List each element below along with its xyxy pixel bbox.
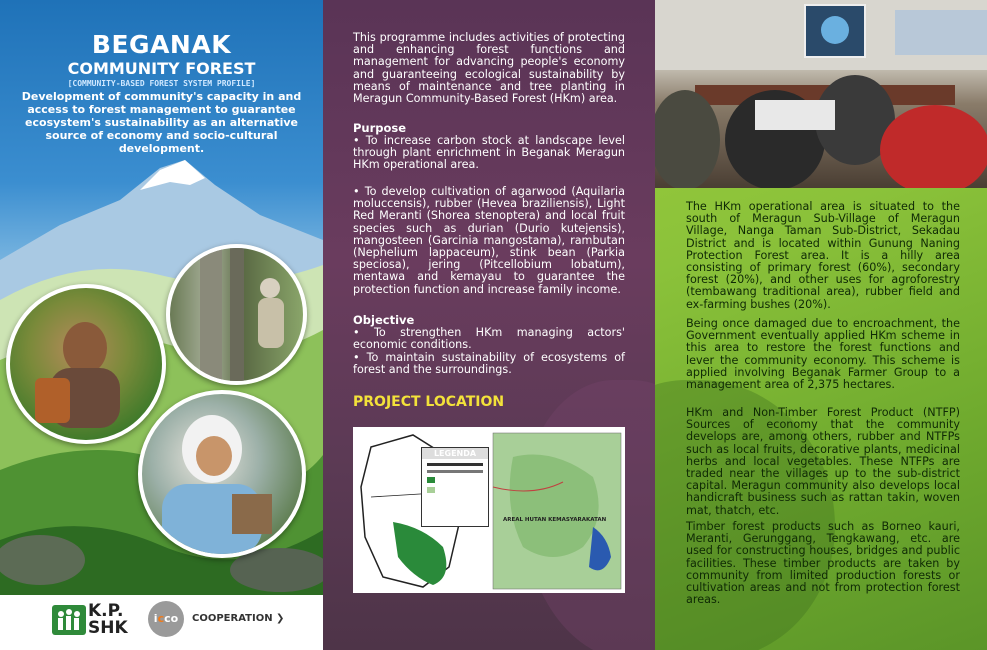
programme-panel <box>323 0 655 650</box>
location-map-graphic <box>353 427 625 593</box>
kpshk-logo <box>88 603 128 637</box>
project-location-heading: PROJECT LOCATION <box>353 394 505 410</box>
legend-line-road <box>427 463 483 466</box>
purpose-item-2: • To develop cultivation of agarwood (Aquilaria moluccensis), rubber (Hevea braziliensis), Light Red Meranti (Shorea stenoptera) and local fruit species such as durian (Durio kutejensis), mangosteen (Garcinia mangostama), rambutan (Nephelium lappaceum), stink bean (Parkia speciosa), jering (Pitcellobium lobatum), mentawa and kemayau to guarantee the protection function and increase family income. <box>353 185 625 296</box>
cover-panel <box>0 0 323 650</box>
purpose-heading: Purpose <box>353 121 407 135</box>
map-area-label: AREAL HUTAN KEMASYARAKATAN <box>503 517 607 523</box>
cover-tagline: Development of community's capacity in and access to forest management to guarantee ecosystem's sustainability as an alternative source of economy and socio-cultural development. <box>21 90 302 155</box>
photo-woman-headscarf <box>138 390 306 558</box>
legend-swatch-hkm <box>427 477 435 483</box>
cover-tag: [COMMUNITY-BASED FOREST SYSTEM PROFILE] <box>67 79 256 88</box>
cover-subtitle: COMMUNITY FOREST <box>67 59 256 78</box>
objective-item-2: • To maintain sustainability of ecosystems of forest and the surroundings. <box>353 351 625 377</box>
area-description-panel <box>655 0 987 650</box>
logo-bar <box>0 595 323 650</box>
icco-logo <box>148 601 184 637</box>
cooperation-label: COOPERATION ❯ <box>192 613 285 624</box>
photo-woman-harvesting <box>6 284 166 444</box>
photo-community-meeting <box>655 0 987 188</box>
area-paragraph-1: The HKm operational area is situated to the south of Meragun Sub-Village of Meragun Village, Nanga Taman Sub-District, Sekadau District and is located within Gunung Naning Protection Forest area. It is a hilly area consisting of primary forest (60%), secondary forest (20%), and other uses for agroforestry (tembawang traditional area), rubber field and ex-farming bushes (20%). <box>686 200 960 311</box>
objective-heading: Objective <box>353 313 415 327</box>
icco-logo-c: c <box>157 612 165 625</box>
legend-swatch-forest <box>427 487 435 493</box>
area-paragraph-3: HKm and Non-Timber Forest Product (NTFP) Sources of economy that the community develops are, among others, rubber and NTFPs such as local fruits, decorative plants, medicinal herbs and local vegetables. These NTFPs are traded near the villages up to the sub-district capital. Meragun community also develops local handicraft business such as rattan takin, woven mat, thatch, etc. <box>686 406 960 517</box>
kpshk-people-icon <box>52 605 86 635</box>
area-paragraph-2: Being once damaged due to encroachment, the Government eventually applied HKm scheme in this area to restore the forest functions and lever the community economy. This scheme is applied involving Beganak Farmer Group to a management area of 2,375 hectares. <box>686 317 960 392</box>
cover-title: BEGANAK <box>91 30 232 59</box>
area-paragraph-4: Timber forest products such as Borneo kauri, Meranti, Gerunggang, Tengkawang, etc. are used for constructing houses, bridges and public facilities. These timber products are taken by community from limited production forests or cultivation areas and not from protection forest areas. <box>686 520 960 607</box>
legend-line-river <box>427 470 483 473</box>
icco-logo-rest: co <box>164 612 179 625</box>
kpshk-logo-line1: K.P. <box>88 601 124 621</box>
kpshk-logo-line2: SHK <box>88 618 128 638</box>
objective-item-1: • To strengthen HKm managing actors' economic conditions. <box>353 326 625 352</box>
programme-intro: This programme includes activities of protecting and enhancing forest functions and management for advancing people's economy and guaranteeing ecological sustainability by means of maintenance and tree planting in Meragun Community-Based Forest (HKm) area. <box>353 31 625 106</box>
map-legend-title: LEGENDA <box>422 448 488 459</box>
icco-logo-i: i <box>153 612 158 625</box>
purpose-item-1: • To increase carbon stock at landscape level through plant enrichment in Beganak Meragun HKm operational area. <box>353 134 625 172</box>
photo-rubber-tapping <box>166 244 307 385</box>
map-legend <box>421 447 489 527</box>
project-location-map <box>353 427 625 593</box>
